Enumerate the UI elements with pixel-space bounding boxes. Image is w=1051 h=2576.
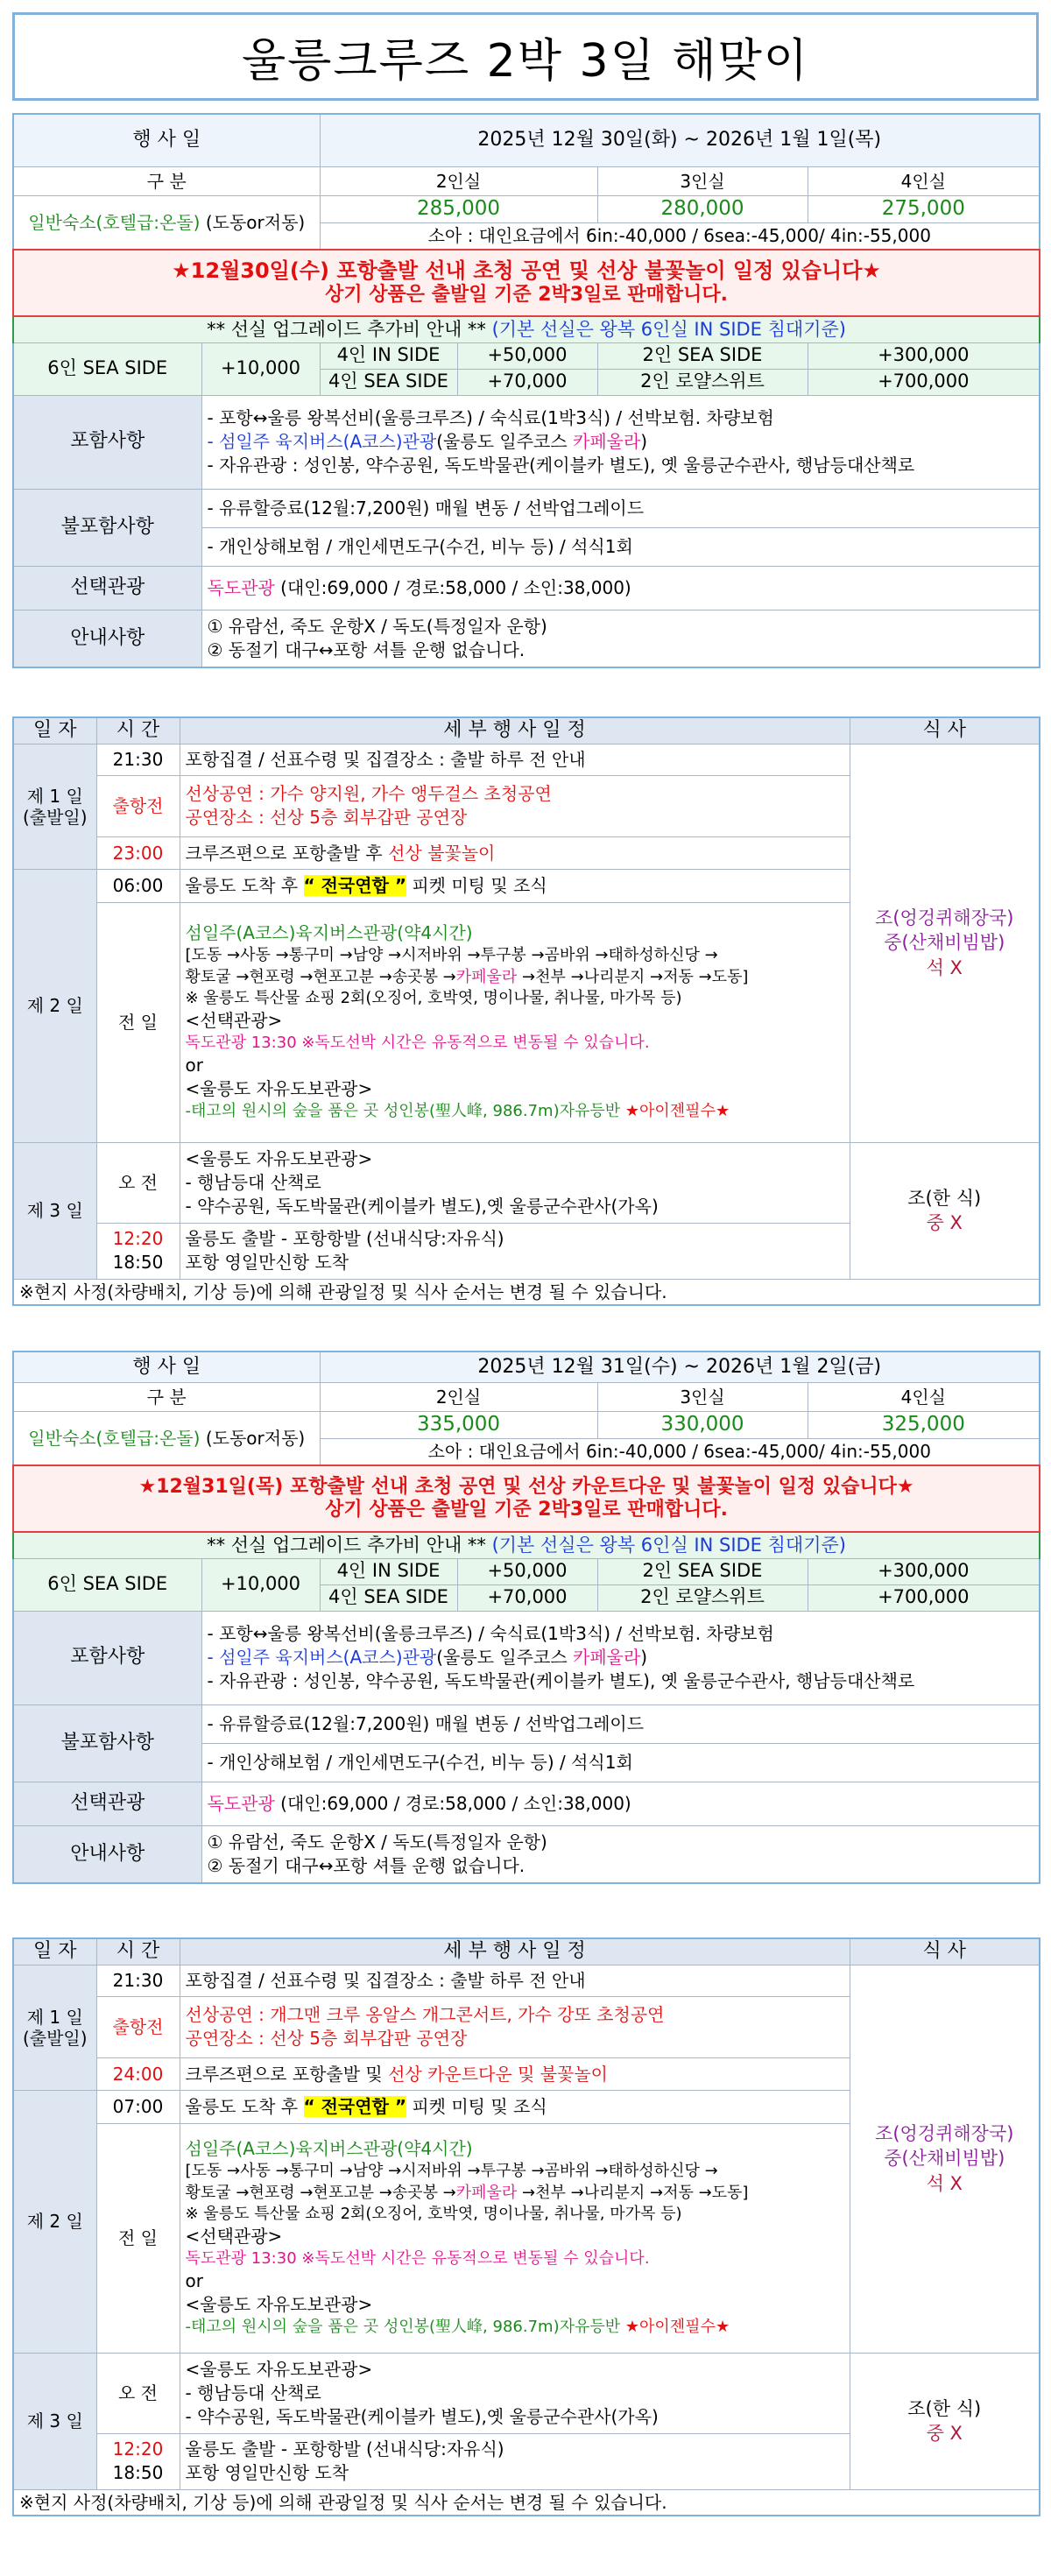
- upgrade-4sea-name: 4인 SEA SIDE: [320, 1584, 457, 1611]
- tour1-schedule-table: [12, 716, 1039, 1306]
- day1-label: 제 1 일 (출발일): [13, 744, 96, 869]
- sched-head-day: 일 자: [13, 717, 96, 744]
- room-4p-label: 4인실: [808, 1382, 1040, 1411]
- tour1-info-table: [12, 113, 1039, 668]
- day3-label: 제 3 일: [13, 1142, 96, 1279]
- sched-head-meal: 식 사: [850, 1938, 1040, 1965]
- event-date-label: 행 사 일: [13, 1352, 320, 1382]
- departure-time: 23:00: [96, 836, 180, 869]
- arrival-text: 울릉도 도착 후 “ 전국연합 ” 피켓 미팅 및 조식: [180, 2090, 850, 2123]
- upgrade-4in-price: +50,000: [457, 1558, 597, 1584]
- meet-text: 포항집결 / 선표수령 및 집결장소 : 출발 하루 전 안내: [180, 744, 850, 775]
- day3-return: 울릉도 출발 - 포항항발 (선내식당:자유식) 포항 영일만신항 도착: [180, 2433, 850, 2489]
- departure-time: 24:00: [96, 2057, 180, 2090]
- sched-head-meal: 식 사: [850, 717, 1040, 744]
- upgrade-4in-name: 4인 IN SIDE: [320, 342, 457, 369]
- upgrade-6sea-price: +10,000: [201, 1558, 320, 1611]
- room-2p-label: 2인실: [320, 166, 597, 195]
- upgrade-4sea-name: 4인 SEA SIDE: [320, 369, 457, 395]
- optional-content: 독도관광 (대인:69,000 / 경로:58,000 / 소인:38,000): [201, 566, 1040, 610]
- upgrade-2sea-name: 2인 SEA SIDE: [597, 1558, 808, 1584]
- info-label: 안내사항: [13, 1825, 201, 1883]
- day2-label: 제 2 일: [13, 869, 96, 1142]
- room-type: 일반숙소(호텔급:온돌) (도동or저동): [13, 1411, 320, 1465]
- upgrade-4sea-price: +70,000: [457, 369, 597, 395]
- upgrade-6sea-price: +10,000: [201, 342, 320, 395]
- room-4p-label: 4인실: [808, 166, 1040, 195]
- meals-day3: 조(한 식) 중 X: [850, 1142, 1040, 1279]
- page-title: 울릉크루즈 2박 3일 해맞이: [12, 12, 1039, 101]
- notice-box: [13, 250, 1040, 316]
- upgrade-4sea-price: +70,000: [457, 1584, 597, 1611]
- price-4p: 275,000: [808, 195, 1040, 222]
- show-info: 선상공연 : 개그맨 크루 옹알스 개그콘서트, 가수 강또 초청공연 공연장소 : 선상 5층 회부갑판 공연장: [180, 1996, 850, 2057]
- meals-day3: 조(한 식) 중 X: [850, 2353, 1040, 2489]
- sched-head-day: 일 자: [13, 1938, 96, 1965]
- not-included-2: - 개인상해보험 / 개인세면도구(수건, 비누 등) / 석식1회: [201, 1743, 1040, 1782]
- optional-label: 선택관광: [13, 1782, 201, 1825]
- day2-detail: 섬일주(A코스)육지버스관광(약4시간) [도동 →사동 →통구미 →남양 →시저바위 →투구봉 →곰바위 →태하성하신당 → 황토굴 →현포령 →현포고분 →송곳봉 →카페울라 →천부 →나리분지 →저동 →도동] ※ 울릉도 특산물 쇼핑 2회(오징어, 호박엿, 명이나물, 취나물, 마가목 등) <선택관광> 독도관광 13:30 ※독도선박 시간은 유동적으로 변동될 수 있습니다. or <울릉도 자유도보관광> -태고의 원시의 숲을 품은 곳 성인봉(聖人峰, 986.7m)자유등반 ★아이젠필수★: [180, 2123, 850, 2353]
- upgrade-4in-price: +50,000: [457, 342, 597, 369]
- day3-morning: 오 전: [96, 2353, 180, 2433]
- before-departure: 출항전: [96, 775, 180, 836]
- departure-text: 크루즈편으로 포항출발 및 선상 카운트다운 및 불꽃놀이: [180, 2057, 850, 2090]
- day2-allday: 전 일: [96, 902, 180, 1142]
- child-discount: 소아 : 대인요금에서 6in:-40,000 / 6sea:-45,000/ 4in:-55,000: [320, 222, 1040, 250]
- departure-text: 크루즈편으로 포항출발 후 선상 불꽃놀이: [180, 836, 850, 869]
- optional-label: 선택관광: [13, 566, 201, 610]
- event-date-label: 행 사 일: [13, 114, 320, 166]
- room-3p-label: 3인실: [597, 1382, 808, 1411]
- tour2-schedule-table: [12, 1937, 1039, 2516]
- sched-head-detail: 세 부 행 사 일 정: [180, 1938, 850, 1965]
- upgrade-4in-name: 4인 IN SIDE: [320, 1558, 457, 1584]
- day1-label: 제 1 일 (출발일): [13, 1965, 96, 2090]
- meet-text: 포항집결 / 선표수령 및 집결장소 : 출발 하루 전 안내: [180, 1965, 850, 1996]
- child-discount: 소아 : 대인요금에서 6in:-40,000 / 6sea:-45,000/ 4in:-55,000: [320, 1438, 1040, 1465]
- category-label: 구 분: [13, 1382, 320, 1411]
- event-date-value: 2025년 12월 31일(수) ~ 2026년 1월 2일(금): [320, 1352, 1040, 1382]
- not-included-1: - 유류할증료(12월:7,200원) 매월 변동 / 선박업그레이드: [201, 1704, 1040, 1743]
- sched-head-detail: 세 부 행 사 일 정: [180, 717, 850, 744]
- included-label: 포함사항: [13, 395, 201, 489]
- price-2p: 285,000: [320, 195, 597, 222]
- time-2130: 21:30: [96, 1965, 180, 1996]
- price-3p: 280,000: [597, 195, 808, 222]
- room-2p-label: 2인실: [320, 1382, 597, 1411]
- notice-line-1: ★12월30일(수) 포항출발 선내 초청 공연 및 선상 불꽃놀이 일정 있습니다★: [172, 258, 881, 284]
- time-2130: 21:30: [96, 744, 180, 775]
- before-departure: 출항전: [96, 1996, 180, 2057]
- sched-head-time: 시 간: [96, 717, 180, 744]
- tour2-info-table: [12, 1351, 1039, 1884]
- info-content: ① 유람선, 죽도 운항X / 독도(특정일자 운항) ② 동절기 대구↔포항 셔틀 운행 없습니다.: [201, 1825, 1040, 1883]
- upgrade-royal-price: +700,000: [808, 369, 1040, 395]
- sched-head-time: 시 간: [96, 1938, 180, 1965]
- category-label: 구 분: [13, 166, 320, 195]
- not-included-label: 불포함사항: [13, 489, 201, 566]
- footnote: ※현지 사정(차량배치, 기상 등)에 의해 관광일정 및 식사 순서는 변경 될 수 있습니다.: [13, 1279, 1040, 1305]
- notice-line-2: 상기 상품은 출발일 기준 2박3일로 판매합니다.: [325, 1499, 728, 1521]
- included-label: 포함사항: [13, 1611, 201, 1704]
- day3-label: 제 3 일: [13, 2353, 96, 2489]
- day3-times: 12:20 18:50: [96, 1223, 180, 1279]
- day3-morning: 오 전: [96, 1142, 180, 1223]
- notice-line-1: ★12월31일(목) 포항출발 선내 초청 공연 및 선상 카운트다운 및 불꽃놀이 일정 있습니다★: [138, 1475, 914, 1498]
- upgrade-royal-price: +700,000: [808, 1584, 1040, 1611]
- day3-return: 울릉도 출발 - 포항항발 (선내식당:자유식) 포항 영일만신항 도착: [180, 1223, 850, 1279]
- notice-line-2: 상기 상품은 출발일 기준 2박3일로 판매합니다.: [325, 284, 728, 307]
- upgrade-2sea-price: +300,000: [808, 1558, 1040, 1584]
- arrival-text: 울릉도 도착 후 “ 전국연합 ” 피켓 미팅 및 조식: [180, 869, 850, 902]
- day3-times: 12:20 18:50: [96, 2433, 180, 2489]
- upgrade-royal-name: 2인 로얄스위트: [597, 369, 808, 395]
- notice-box: [13, 1465, 1040, 1532]
- price-2p: 335,000: [320, 1411, 597, 1438]
- upgrade-2sea-price: +300,000: [808, 342, 1040, 369]
- included-content: - 포항↔울릉 왕복선비(울릉크루즈) / 숙식료(1박3식) / 선박보험. 차량보험 - 섬일주 육지버스(A코스)관광(울릉도 일주코스 카페울라) - 자유관광 : 성인봉, 약수공원, 독도박물관(케이블카 별도), 옛 울릉군수관사, 행남등대산책로: [201, 395, 1040, 489]
- upgrade-6sea-name: 6인 SEA SIDE: [13, 342, 201, 395]
- upgrade-6sea-name: 6인 SEA SIDE: [13, 1558, 201, 1611]
- day3-detail: <울릉도 자유도보관광> - 행남등대 산책로 - 약수공원, 독도박물관(케이블카 별도),옛 울릉군수관사(가옥): [180, 2353, 850, 2433]
- day2-label: 제 2 일: [13, 2090, 96, 2353]
- meals-day1-2: 조(엉겅퀴해장국) 중(산채비빔밥) 석 X: [850, 1965, 1040, 2353]
- show-info: 선상공연 : 가수 양지원, 가수 앵두걸스 초청공연 공연장소 : 선상 5층 회부갑판 공연장: [180, 775, 850, 836]
- not-included-1: - 유류할증료(12월:7,200원) 매월 변동 / 선박업그레이드: [201, 489, 1040, 527]
- meals-day1-2: 조(엉겅퀴해장국) 중(산채비빔밥) 석 X: [850, 744, 1040, 1142]
- not-included-label: 불포함사항: [13, 1704, 201, 1782]
- event-date-value: 2025년 12월 30일(화) ~ 2026년 1월 1일(목): [320, 114, 1040, 166]
- room-3p-label: 3인실: [597, 166, 808, 195]
- upgrade-2sea-name: 2인 SEA SIDE: [597, 342, 808, 369]
- footnote: ※현지 사정(차량배치, 기상 등)에 의해 관광일정 및 식사 순서는 변경 될 수 있습니다.: [13, 2489, 1040, 2516]
- info-label: 안내사항: [13, 610, 201, 667]
- arrival-time: 07:00: [96, 2090, 180, 2123]
- price-4p: 325,000: [808, 1411, 1040, 1438]
- upgrade-title: ** 선실 업그레이드 추가비 안내 ** (기본 선실은 왕복 6인실 IN SIDE 침대기준): [13, 1532, 1040, 1558]
- arrival-time: 06:00: [96, 869, 180, 902]
- included-content: - 포항↔울릉 왕복선비(울릉크루즈) / 숙식료(1박3식) / 선박보험. 차량보험 - 섬일주 육지버스(A코스)관광(울릉도 일주코스 카페울라) - 자유관광 : 성인봉, 약수공원, 독도박물관(케이블카 별도), 옛 울릉군수관사, 행남등대산책로: [201, 1611, 1040, 1704]
- day3-detail: <울릉도 자유도보관광> - 행남등대 산책로 - 약수공원, 독도박물관(케이블카 별도),옛 울릉군수관사(가옥): [180, 1142, 850, 1223]
- info-content: ① 유람선, 죽도 운항X / 독도(특정일자 운항) ② 동절기 대구↔포항 셔틀 운행 없습니다.: [201, 610, 1040, 667]
- room-type: 일반숙소(호텔급:온돌) (도동or저동): [13, 195, 320, 250]
- price-3p: 330,000: [597, 1411, 808, 1438]
- day2-allday: 전 일: [96, 2123, 180, 2353]
- upgrade-royal-name: 2인 로얄스위트: [597, 1584, 808, 1611]
- upgrade-title: ** 선실 업그레이드 추가비 안내 ** (기본 선실은 왕복 6인실 IN SIDE 침대기준): [13, 316, 1040, 342]
- optional-content: 독도관광 (대인:69,000 / 경로:58,000 / 소인:38,000): [201, 1782, 1040, 1825]
- not-included-2: - 개인상해보험 / 개인세면도구(수건, 비누 등) / 석식1회: [201, 527, 1040, 566]
- day2-detail: 섬일주(A코스)육지버스관광(약4시간) [도동 →사동 →통구미 →남양 →시저바위 →투구봉 →곰바위 →태하성하신당 → 황토굴 →현포령 →현포고분 →송곳봉 →카페울라 →천부 →나리분지 →저동 →도동] ※ 울릉도 특산물 쇼핑 2회(오징어, 호박엿, 명이나물, 취나물, 마가목 등) <선택관광> 독도관광 13:30 ※독도선박 시간은 유동적으로 변동될 수 있습니다. or <울릉도 자유도보관광> -태고의 원시의 숲을 품은 곳 성인봉(聖人峰, 986.7m)자유등반 ★아이젠필수★: [180, 902, 850, 1142]
